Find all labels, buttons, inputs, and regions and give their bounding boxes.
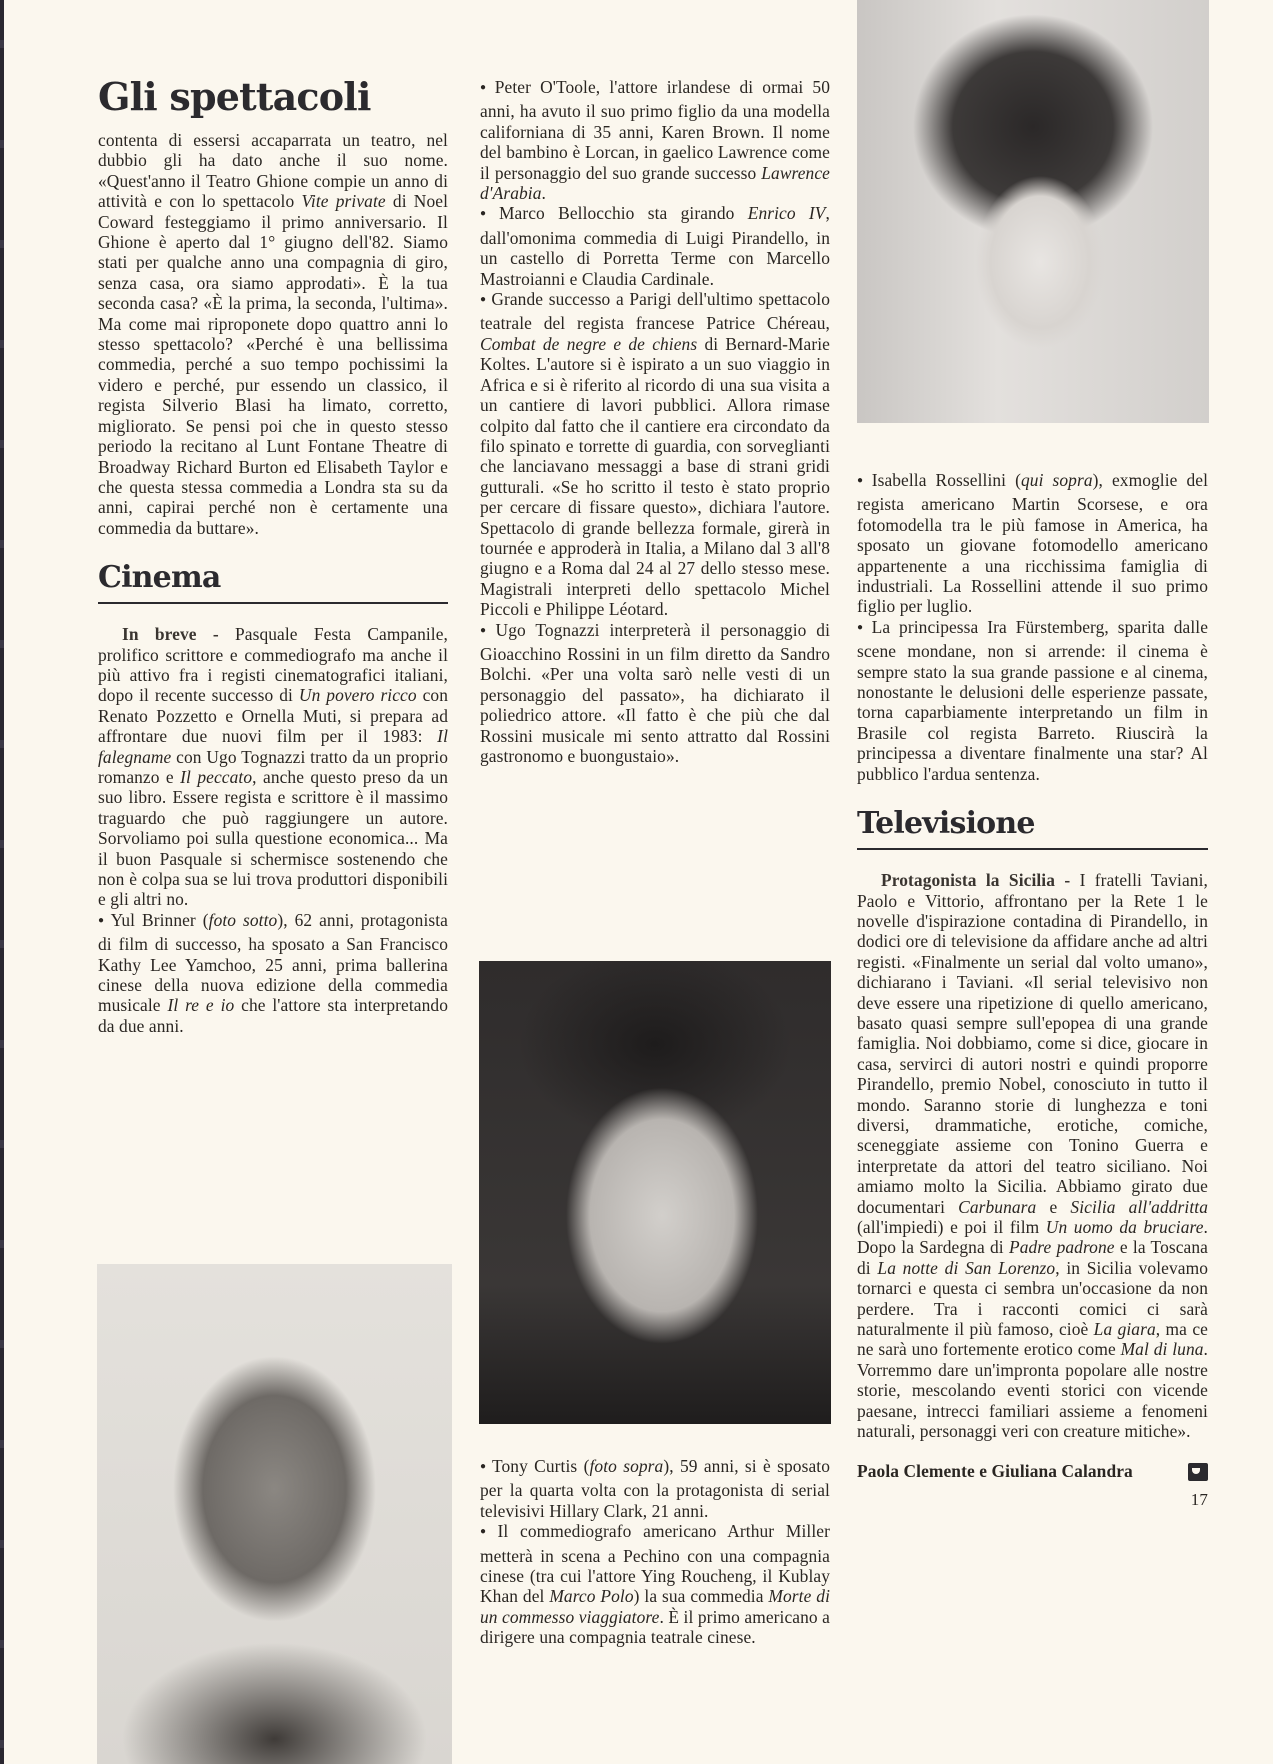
teatro-continued-paragraph: contenta di essersi accaparrata un teatro, nel dubbio gli ha dato anche il suo nome. «Quest'anno il Teatro Ghione compie un anno di attività e con lo spettacolo Vite private di Noel Coward festeggiamo il primo anniversario. Il Ghione è aperto dal 1° giugno dell'82. Siamo stati per qualche anno una compagnia di giro, senza casa, ora siamo approdati». È la tua seconda casa? «È la prima, la seconda, l'ultima». Ma come mai riproponete dopo quattro anni lo stesso spettacolo? «Perché è una bellissima commedia, perché a suo tempo pochissimi la videro e perché, pur essendo un classico, il regista Silverio Blasi ha limato, corretto, migliorato. Se pensi poi che in questo stesso periodo la recitano al Lunt Fontane Theatre di Broadway Richard Burton ed Elisabeth Taylor e che questa stessa commedia a Londra sta su da anni, capirai perché non è certamente una commedia da buttare».: [98, 130, 449, 538]
curtis-item: ● Tony Curtis (foto sopra), 59 anni, si è sposato per la quarta volta con la protagonista di serial televisivi Hillary Clark, 21 anni.: [480, 1456, 830, 1521]
otoole-item: ● Peter O'Toole, l'attore irlandese di ormai 50 anni, ha avuto il suo primo figlio da una modella californiana di 35 anni, Karen Brown. Il nome del bambino è Lorcan, in gaelico Lawrence come il personaggio del suo grande successo Lawrence d'Arabia.: [480, 77, 830, 203]
section-title-cinema: Cinema: [98, 560, 448, 604]
page-title: Gli spettacoli: [98, 74, 371, 119]
column-middle-lower: [480, 1456, 830, 1648]
column-right: [857, 470, 1208, 1510]
photo-tony-curtis: [479, 961, 831, 1424]
column-middle: [480, 77, 830, 766]
parigi-item: ● Grande successo a Parigi dell'ultimo spettacolo teatrale del regista francese Patrice Chéreau, Combat de negre e de chiens di Bernard-Marie Koltes. L'autore si è ispirato a un suo viaggio in Africa e si è riferito al ricordo di una sua visita a un cantiere di lavori pubblici. Allora rimase colpito dal fatto che il cantiere era circondato da filo spinato e torrette di guardia, con sorveglianti che lanciavano messaggi a base di strani gridi gutturali. «Se ho scritto il testo è stato proprio per cercare di fissare questo», dichiara l'autore. Spettacolo di grande bellezza formale, girerà in tournée e approderà in Italia, a Milano dal 3 all'8 giugno e a Roma dal 24 al 27 dello stesso mese. Magistrali interpreti dello spettacolo Michel Piccoli e Philippe Léotard.: [480, 289, 830, 620]
section-title-televisione: Televisione: [857, 806, 1208, 850]
binding-edge: [0, 0, 4, 1764]
brinner-item: ● Yul Brinner (foto sotto), 62 anni, protagonista di film di successo, ha sposato a San Francisco Kathy Lee Yamchoo, 25 anni, prima ballerina cinese della nuova edizione della commedia musicale Il re e io che l'attore sta interpretando da due anni.: [98, 910, 448, 1036]
magazine-logo-icon: [1188, 1463, 1208, 1481]
photo-yul-brinner: [97, 1264, 452, 1764]
televisione-paragraph: Protagonista la Sicilia - I fratelli Taviani, Paolo e Vittorio, affrontano per la Rete 1 le novelle d'ispirazione contadina di Pirandello, in dodici ore di televisione da affidare anche ad altri registi. «Finalmente un serial dal volto umano», dichiarano i Taviani. «Il serial televisivo non deve essere una ripetizione di quello americano, basato quasi sempre sull'epopea di una grande famiglia. Noi dobbiamo, come si dice, giocare in casa, servirci di autori nostri e quindi proporre Pirandello, premio Nobel, conosciuto in tutto il mondo. Saranno storie di lunghezza e toni diversi, drammatiche, erotiche, comiche, sceneggiate assieme con Tonino Guerra e interpretate da attori del teatro siciliano. Noi amiamo molto la Sicilia. Abbiamo girato due documentari Carbunara e Sicilia all'addritta (all'impiedi) e poi il film Un uomo da bruciare. Dopo la Sardegna di Padre padrone e la Toscana di La notte di San Lorenzo, in Sicilia volevamo tornarci e questa ci sembra un'occasione da non perdere. Tra i racconti comici ci sarà naturalmente il più famoso, cioè La giara, ma ce ne sarà uno fortemente erotico come Mal di luna. Vorremmo dare un'impronta popolare alle nostre storie, mescolando eventi storici con vicende paesane, intrecci familiari assieme a fenomeni naturali, personaggi veri con creature mitiche».: [857, 870, 1208, 1442]
rossellini-item: ● Isabella Rossellini (qui sopra), exmoglie del regista americano Martin Scorsese, e ora fotomodella tra le più famose in America, ha sposato un giovane fotomodello americano appartenente a una ricchissima famiglia di industriali. La Rossellini attende il suo primo figlio per luglio.: [857, 470, 1208, 617]
page-number: 17: [1190, 1489, 1208, 1509]
in-breve-paragraph: In breve - Pasquale Festa Campanile, prolifico scrittore e commediografo ma anche il più attivo fra i registi cinematografici italiani, dopo il recente successo di Un povero ricco con Renato Pozzetto e Ornella Muti, si prepara ad affrontare due nuovi film per il 1983: Il falegname con Ugo Tognazzi tratto da un proprio romanzo e Il peccato, anche questo preso da un suo libro. Essere regista e scrittore è il massimo traguardo che può raggiungere un autore. Sorvoliamo poi sulla questione economica... Ma il buon Pasquale si schermisce sostenendo che non è colpa sua se lui trova produttori disponibili e gli altri no.: [98, 624, 449, 910]
tognazzi-item: ● Ugo Tognazzi interpreterà il personaggio di Gioacchino Rossini in un film diretto da Sandro Bolchi. «Per una volta sarò nelle vesti di un personaggio del passato», ha dichiarato il poliedrico attore. «Il fatto è che più che dal Rossini musicale mi sento attratto dal Rossini gastronomo e buongustaio».: [480, 620, 830, 767]
furstemberg-item: ● La principessa Ira Fürstemberg, sparita dalle scene mondane, non si arrende: il cinema è sempre stato la sua grande passione e al cinema, nonostante le delusioni delle esperienze passate, torna caparbiamente interpretando un film in Brasile col regista Barreto. Riuscirà la principessa a diventare finalmente una star? Al pubblico l'ardua sentenza.: [857, 617, 1208, 784]
miller-item: ● Il commediografo americano Arthur Miller metterà in scena a Pechino con una compagnia cinese (tra cui l'attore Ying Roucheng, il Kublay Khan del Marco Polo) la sua commedia Morte di un commesso viaggiatore. È il primo americano a dirigere una compagnia teatrale cinese.: [480, 1521, 830, 1647]
author-signature: Paola Clemente e Giuliana Calandra: [857, 1461, 1208, 1481]
bellocchio-item: ● Marco Bellocchio sta girando Enrico IV, dall'omonima commedia di Luigi Pirandello, in un castello di Porretta Terme con Marcello Mastroianni e Claudia Cardinale.: [480, 203, 830, 289]
photo-isabella-rossellini: [857, 0, 1209, 423]
column-left: [98, 130, 448, 1036]
